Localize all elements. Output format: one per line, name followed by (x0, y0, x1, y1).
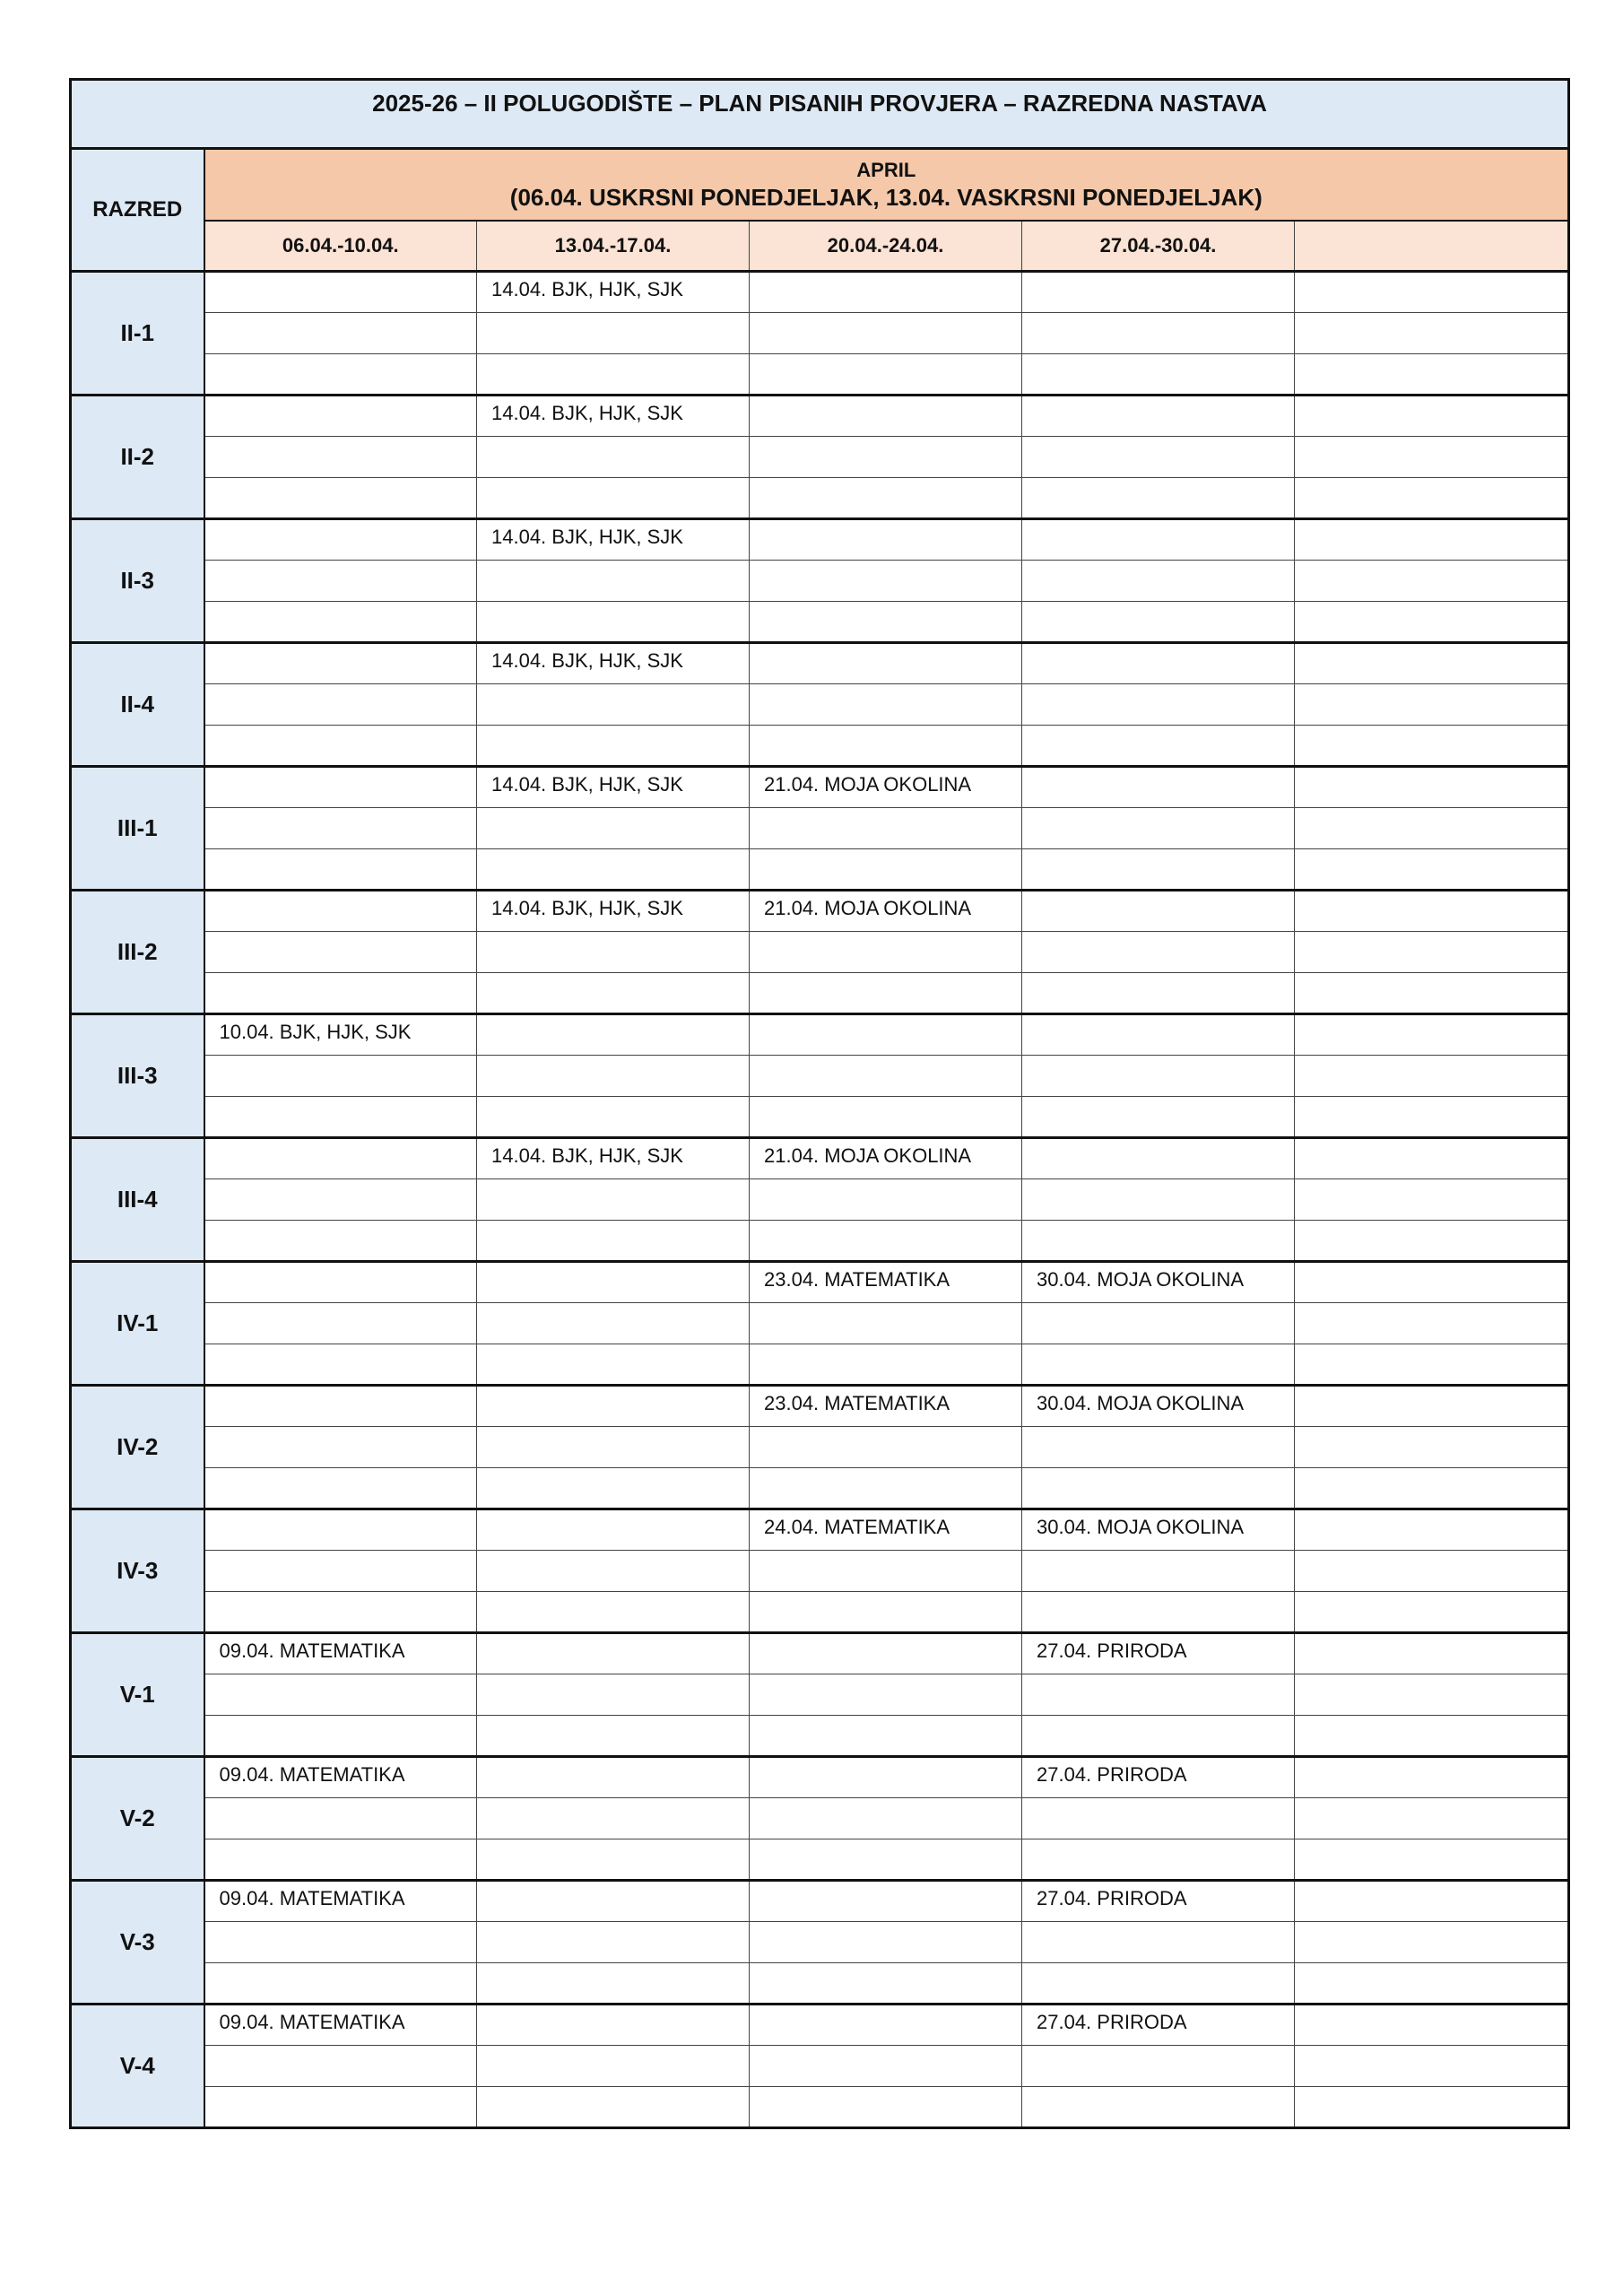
schedule-cell: 27.04. PRIRODA (1022, 1757, 1295, 1798)
schedule-cell (1295, 1386, 1569, 1427)
schedule-cell (1295, 1014, 1569, 1056)
table-row (71, 891, 1569, 932)
schedule-cell (204, 1427, 477, 1468)
schedule-cell (1295, 1509, 1569, 1551)
schedule-cell (477, 1056, 750, 1097)
schedule-cell: 27.04. PRIRODA (1022, 1633, 1295, 1674)
class-label: II-3 (71, 519, 204, 643)
schedule-cell (1295, 1674, 1569, 1716)
schedule-cell (1295, 1138, 1569, 1179)
schedule-cell: 27.04. PRIRODA (1022, 1881, 1295, 1922)
schedule-cell (1295, 891, 1569, 932)
schedule-cell: 09.04. MATEMATIKA (204, 1633, 477, 1674)
schedule-cell (204, 1798, 477, 1839)
schedule-cell (204, 726, 477, 767)
table-row (71, 1262, 1569, 1303)
schedule-cell (1295, 1179, 1569, 1221)
class-label: III-2 (71, 891, 204, 1014)
schedule-cell (1295, 561, 1569, 602)
test-plan-document (69, 78, 1567, 2129)
table-row (71, 1674, 1569, 1716)
table-row (71, 1097, 1569, 1138)
schedule-cell (1022, 891, 1295, 932)
schedule-cell (750, 684, 1022, 726)
schedule-cell (204, 767, 477, 808)
schedule-cell (750, 1757, 1022, 1798)
schedule-cell (204, 1674, 477, 1716)
schedule-cell (477, 437, 750, 478)
table-row (71, 519, 1569, 561)
schedule-cell (1022, 1427, 1295, 1468)
schedule-cell (1295, 1056, 1569, 1097)
schedule-cell (1295, 1427, 1569, 1468)
schedule-cell (1295, 973, 1569, 1014)
schedule-cell (750, 396, 1022, 437)
month-note: (06.04. USKRSNI PONEDJELJAK, 13.04. VASKRSNI PONEDJELJAK) (509, 183, 1263, 211)
schedule-cell (477, 1262, 750, 1303)
schedule-cell (1022, 1963, 1295, 2005)
schedule-cell (204, 973, 477, 1014)
class-label: V-3 (71, 1881, 204, 2005)
schedule-cell (204, 1097, 477, 1138)
table-row (71, 1303, 1569, 1344)
schedule-cell (204, 1303, 477, 1344)
schedule-cell (1295, 1097, 1569, 1138)
schedule-cell (1295, 2087, 1569, 2128)
schedule-cell: 14.04. BJK, HJK, SJK (477, 767, 750, 808)
month-name: APRIL (856, 158, 916, 181)
schedule-cell (1022, 1551, 1295, 1592)
schedule-cell: 23.04. MATEMATIKA (750, 1262, 1022, 1303)
schedule-cell (750, 354, 1022, 396)
schedule-cell (204, 272, 477, 313)
table-row (71, 1592, 1569, 1633)
table-row (71, 1963, 1569, 2005)
table-row (71, 1386, 1569, 1427)
schedule-cell (204, 1839, 477, 1881)
schedule-cell (1022, 1839, 1295, 1881)
schedule-cell (750, 1097, 1022, 1138)
schedule-cell: 21.04. MOJA OKOLINA (750, 1138, 1022, 1179)
schedule-cell (1295, 1839, 1569, 1881)
schedule-cell (1295, 2005, 1569, 2046)
schedule-cell (204, 1509, 477, 1551)
schedule-cell (204, 1551, 477, 1592)
table-row (71, 1138, 1569, 1179)
schedule-cell (477, 2046, 750, 2087)
table-row (71, 1922, 1569, 1963)
schedule-cell: 30.04. MOJA OKOLINA (1022, 1386, 1295, 1427)
schedule-cell (1022, 1014, 1295, 1056)
table-row (71, 684, 1569, 726)
schedule-cell (1022, 1303, 1295, 1344)
week-header (1295, 221, 1569, 272)
schedule-cell (204, 1386, 477, 1427)
schedule-cell (477, 1303, 750, 1344)
document-title: 2025-26 – II POLUGODIŠTE – PLAN PISANIH PROVJERA – RAZREDNA NASTAVA (71, 80, 1569, 149)
schedule-cell (750, 726, 1022, 767)
schedule-cell (1022, 1674, 1295, 1716)
table-row (71, 1427, 1569, 1468)
schedule-cell (477, 1221, 750, 1262)
schedule-cell (1022, 849, 1295, 891)
schedule-cell (477, 1097, 750, 1138)
schedule-cell (204, 602, 477, 643)
schedule-cell (477, 1509, 750, 1551)
schedule-cell (1295, 1881, 1569, 1922)
schedule-cell (204, 478, 477, 519)
schedule-cell (477, 1468, 750, 1509)
table-row (71, 1509, 1569, 1551)
week-header: 27.04.-30.04. (1022, 221, 1295, 272)
table-row (71, 1344, 1569, 1386)
schedule-cell (750, 1468, 1022, 1509)
table-row (71, 1798, 1569, 1839)
table-row (71, 478, 1569, 519)
schedule-cell (477, 478, 750, 519)
schedule-cell (750, 1716, 1022, 1757)
schedule-cell (750, 1179, 1022, 1221)
schedule-cell (1022, 396, 1295, 437)
schedule-cell (477, 2087, 750, 2128)
table-row (71, 354, 1569, 396)
schedule-cell (477, 973, 750, 1014)
schedule-cell (1295, 354, 1569, 396)
schedule-cell (1022, 726, 1295, 767)
schedule-cell (750, 1551, 1022, 1592)
schedule-cell (477, 1427, 750, 1468)
schedule-cell: 09.04. MATEMATIKA (204, 1881, 477, 1922)
schedule-cell (1295, 1468, 1569, 1509)
schedule-cell (477, 1674, 750, 1716)
schedule-cell (204, 1468, 477, 1509)
schedule-cell (477, 1014, 750, 1056)
schedule-cell (204, 1592, 477, 1633)
schedule-cell (204, 396, 477, 437)
table-row (71, 2046, 1569, 2087)
schedule-cell (477, 1839, 750, 1881)
schedule-cell (204, 1056, 477, 1097)
table-row (71, 561, 1569, 602)
schedule-cell (204, 1262, 477, 1303)
schedule-cell (1295, 396, 1569, 437)
schedule-cell (1022, 437, 1295, 478)
table-row (71, 1881, 1569, 1922)
table-row (71, 726, 1569, 767)
schedule-cell (204, 1716, 477, 1757)
schedule-cell (1295, 478, 1569, 519)
schedule-cell (750, 1303, 1022, 1344)
table-row (71, 2087, 1569, 2128)
schedule-cell (477, 932, 750, 973)
schedule-cell (1295, 1798, 1569, 1839)
schedule-cell (750, 932, 1022, 973)
schedule-cell (1295, 1551, 1569, 1592)
schedule-cell: 14.04. BJK, HJK, SJK (477, 519, 750, 561)
schedule-cell (477, 1716, 750, 1757)
schedule-cell: 30.04. MOJA OKOLINA (1022, 1509, 1295, 1551)
class-label: V-2 (71, 1757, 204, 1881)
table-row (71, 437, 1569, 478)
schedule-cell (750, 2087, 1022, 2128)
schedule-cell (477, 1551, 750, 1592)
schedule-cell (1022, 313, 1295, 354)
schedule-table (69, 78, 1570, 2129)
schedule-cell (477, 1963, 750, 2005)
schedule-cell: 14.04. BJK, HJK, SJK (477, 272, 750, 313)
schedule-cell (1022, 2046, 1295, 2087)
schedule-cell (204, 1922, 477, 1963)
class-label: II-1 (71, 272, 204, 396)
table-row (71, 643, 1569, 684)
week-header: 06.04.-10.04. (204, 221, 477, 272)
schedule-cell (477, 1881, 750, 1922)
class-label: V-4 (71, 2005, 204, 2128)
class-label: II-4 (71, 643, 204, 767)
schedule-cell (1295, 643, 1569, 684)
schedule-cell (750, 1592, 1022, 1633)
schedule-cell (750, 437, 1022, 478)
schedule-cell (204, 849, 477, 891)
class-label: II-2 (71, 396, 204, 519)
schedule-cell (1022, 643, 1295, 684)
schedule-cell (750, 849, 1022, 891)
table-row (71, 767, 1569, 808)
schedule-cell (477, 602, 750, 643)
schedule-cell (477, 1633, 750, 1674)
schedule-cell: 14.04. BJK, HJK, SJK (477, 891, 750, 932)
schedule-cell: 10.04. BJK, HJK, SJK (204, 1014, 477, 1056)
schedule-cell (477, 726, 750, 767)
schedule-cell (477, 684, 750, 726)
schedule-cell (477, 1922, 750, 1963)
schedule-cell (204, 561, 477, 602)
schedule-cell (1022, 1716, 1295, 1757)
schedule-cell (1022, 808, 1295, 849)
table-row (71, 1757, 1569, 1798)
schedule-cell: 23.04. MATEMATIKA (750, 1386, 1022, 1427)
schedule-cell (750, 1839, 1022, 1881)
table-row (71, 1633, 1569, 1674)
schedule-cell (1022, 1056, 1295, 1097)
class-label: IV-3 (71, 1509, 204, 1633)
schedule-cell: 24.04. MATEMATIKA (750, 1509, 1022, 1551)
schedule-cell (750, 272, 1022, 313)
schedule-cell (477, 1592, 750, 1633)
schedule-cell (204, 1179, 477, 1221)
schedule-cell: 30.04. MOJA OKOLINA (1022, 1262, 1295, 1303)
class-label: IV-1 (71, 1262, 204, 1386)
schedule-cell (750, 1674, 1022, 1716)
schedule-cell (204, 519, 477, 561)
schedule-cell (1022, 932, 1295, 973)
table-row (71, 973, 1569, 1014)
schedule-cell (1295, 726, 1569, 767)
class-label: III-4 (71, 1138, 204, 1262)
table-row (71, 849, 1569, 891)
schedule-cell (1295, 1757, 1569, 1798)
schedule-cell (204, 808, 477, 849)
schedule-cell (477, 1344, 750, 1386)
schedule-cell (204, 891, 477, 932)
schedule-cell (204, 1221, 477, 1262)
schedule-cell (1295, 684, 1569, 726)
schedule-cell (1295, 849, 1569, 891)
class-label: V-1 (71, 1633, 204, 1757)
schedule-cell (750, 561, 1022, 602)
schedule-cell: 09.04. MATEMATIKA (204, 1757, 477, 1798)
schedule-cell (750, 1427, 1022, 1468)
schedule-cell (1022, 767, 1295, 808)
schedule-cell (204, 932, 477, 973)
schedule-cell: 14.04. BJK, HJK, SJK (477, 396, 750, 437)
schedule-cell: 14.04. BJK, HJK, SJK (477, 643, 750, 684)
table-row (71, 2005, 1569, 2046)
schedule-cell (1295, 437, 1569, 478)
schedule-cell: 14.04. BJK, HJK, SJK (477, 1138, 750, 1179)
schedule-cell (1295, 1344, 1569, 1386)
schedule-cell (1295, 1963, 1569, 2005)
schedule-cell (1022, 354, 1295, 396)
schedule-cell: 09.04. MATEMATIKA (204, 2005, 477, 2046)
schedule-cell: 21.04. MOJA OKOLINA (750, 891, 1022, 932)
schedule-cell (750, 1881, 1022, 1922)
schedule-cell (477, 2005, 750, 2046)
schedule-cell (1295, 602, 1569, 643)
schedule-cell (750, 602, 1022, 643)
schedule-cell (204, 684, 477, 726)
schedule-cell (477, 808, 750, 849)
schedule-cell (1022, 1798, 1295, 1839)
schedule-cell (204, 1138, 477, 1179)
schedule-cell (1022, 561, 1295, 602)
schedule-cell (1022, 1344, 1295, 1386)
schedule-cell (1022, 1179, 1295, 1221)
schedule-cell (750, 808, 1022, 849)
schedule-cell (750, 1922, 1022, 1963)
schedule-cell (1022, 1097, 1295, 1138)
table-row (71, 1014, 1569, 1056)
table-row (71, 313, 1569, 354)
schedule-cell (1295, 1716, 1569, 1757)
table-row (71, 1221, 1569, 1262)
schedule-cell (204, 313, 477, 354)
schedule-cell: 27.04. PRIRODA (1022, 2005, 1295, 2046)
schedule-cell (1295, 272, 1569, 313)
schedule-cell (1022, 684, 1295, 726)
table-row (71, 808, 1569, 849)
schedule-cell (1295, 1303, 1569, 1344)
schedule-cell (1295, 1633, 1569, 1674)
schedule-cell (1295, 1262, 1569, 1303)
schedule-cell (204, 643, 477, 684)
schedule-cell (477, 354, 750, 396)
schedule-cell (750, 2005, 1022, 2046)
table-row (71, 396, 1569, 437)
schedule-cell: 21.04. MOJA OKOLINA (750, 767, 1022, 808)
schedule-cell (477, 313, 750, 354)
schedule-cell (477, 1179, 750, 1221)
schedule-cell (750, 643, 1022, 684)
schedule-cell (750, 1014, 1022, 1056)
schedule-cell (1295, 932, 1569, 973)
table-row (71, 1716, 1569, 1757)
schedule-cell (750, 1221, 1022, 1262)
schedule-cell (1022, 519, 1295, 561)
schedule-cell (204, 437, 477, 478)
class-label: IV-2 (71, 1386, 204, 1509)
table-row (71, 1179, 1569, 1221)
schedule-cell (477, 1386, 750, 1427)
schedule-cell (750, 2046, 1022, 2087)
schedule-cell (477, 1757, 750, 1798)
schedule-cell (1022, 1221, 1295, 1262)
schedule-cell (750, 313, 1022, 354)
schedule-cell (204, 2046, 477, 2087)
table-row (71, 932, 1569, 973)
schedule-cell (750, 973, 1022, 1014)
schedule-cell (750, 1798, 1022, 1839)
table-row (71, 272, 1569, 313)
schedule-cell (1022, 1138, 1295, 1179)
schedule-cell (204, 1344, 477, 1386)
table-row (71, 1551, 1569, 1592)
table-row (71, 1056, 1569, 1097)
schedule-cell (1022, 1592, 1295, 1633)
schedule-cell (1295, 808, 1569, 849)
schedule-cell (750, 519, 1022, 561)
month-header (204, 149, 1569, 222)
schedule-cell (1022, 1468, 1295, 1509)
week-header: 13.04.-17.04. (477, 221, 750, 272)
schedule-cell (750, 1963, 1022, 2005)
class-label: III-1 (71, 767, 204, 891)
schedule-cell (1022, 1922, 1295, 1963)
schedule-cell (1295, 2046, 1569, 2087)
schedule-cell (750, 478, 1022, 519)
schedule-cell (477, 1798, 750, 1839)
schedule-cell (1022, 973, 1295, 1014)
class-label: III-3 (71, 1014, 204, 1138)
schedule-cell (477, 849, 750, 891)
week-header: 20.04.-24.04. (750, 221, 1022, 272)
schedule-cell (750, 1056, 1022, 1097)
schedule-cell (204, 354, 477, 396)
schedule-cell (1295, 1221, 1569, 1262)
table-row (71, 602, 1569, 643)
table-row (71, 1468, 1569, 1509)
table-row (71, 1839, 1569, 1881)
schedule-cell (1022, 478, 1295, 519)
schedule-cell (1295, 1592, 1569, 1633)
schedule-cell (204, 2087, 477, 2128)
schedule-cell (1295, 313, 1569, 354)
schedule-cell (750, 1633, 1022, 1674)
schedule-cell (1022, 272, 1295, 313)
schedule-cell (1295, 767, 1569, 808)
schedule-cell (477, 561, 750, 602)
schedule-cell (1295, 519, 1569, 561)
schedule-cell (750, 1344, 1022, 1386)
schedule-cell (204, 1963, 477, 2005)
schedule-cell (1022, 2087, 1295, 2128)
schedule-cell (1022, 602, 1295, 643)
schedule-cell (1295, 1922, 1569, 1963)
razred-header: RAZRED (71, 149, 204, 272)
